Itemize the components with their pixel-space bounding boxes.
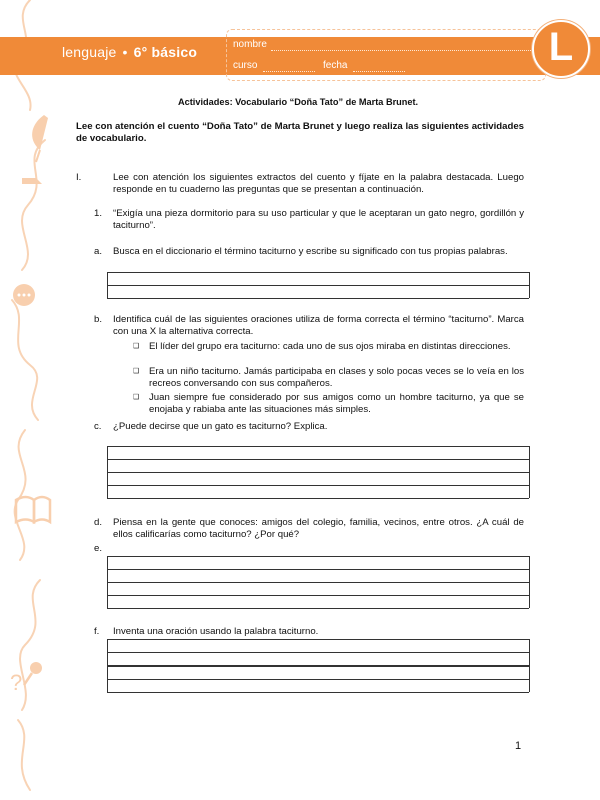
option-checkbox[interactable]: ❑ xyxy=(133,368,140,375)
option-checkbox[interactable]: ❑ xyxy=(133,394,140,401)
worksheet-title: Actividades: Vocabulario “Doña Tato” de Marta Brunet. xyxy=(178,97,419,107)
answer-line[interactable] xyxy=(107,679,529,680)
answer-line[interactable] xyxy=(107,595,529,596)
item-b-text: Identifica cuál de las siguientes oraciones utiliza de forma correcta el término “taciturno”. Marca con una X la alternativa correcta. xyxy=(113,314,524,337)
item-d-text: Piensa en la gente que conoces: amigos del colegio, familia, vecinos, entre otros. ¿A cuál de ellos calificarías como taciturno? ¿Por qué? xyxy=(113,517,524,540)
item-b-label: b. xyxy=(94,314,103,325)
answer-line[interactable] xyxy=(107,298,529,299)
answer-line[interactable] xyxy=(107,582,529,583)
svg-text:?: ? xyxy=(10,670,23,695)
page-number: 1 xyxy=(515,740,522,752)
answer-line[interactable] xyxy=(107,608,529,609)
shoe-icon xyxy=(22,178,42,184)
answer-line[interactable] xyxy=(107,472,529,473)
date-label: fecha xyxy=(323,60,348,71)
answer-line[interactable] xyxy=(107,459,529,460)
option-checkbox[interactable]: ❑ xyxy=(133,343,140,350)
answer-line[interactable] xyxy=(107,272,529,273)
answer-line[interactable] xyxy=(107,556,529,557)
date-field[interactable] xyxy=(353,71,405,72)
course-label: curso xyxy=(233,60,258,71)
answer-box-right-edge xyxy=(529,639,530,692)
section-numeral: I. xyxy=(76,172,82,183)
item-d-label: d. xyxy=(94,517,103,528)
answer-line[interactable] xyxy=(107,485,529,486)
grade-text: 6° básico xyxy=(133,44,198,60)
answer-line[interactable] xyxy=(107,652,529,653)
item-e-label: e. xyxy=(94,543,103,554)
option-2-text: Era un niño taciturno. Jamás participaba en clases y solo pocas veces se lo veía en los recreos conversando con sus compañeros. xyxy=(149,366,524,389)
answer-line[interactable] xyxy=(107,639,529,640)
subject-logo xyxy=(532,20,590,78)
item-a-text: Busca en el diccionario el término taciturno y escribe su significado con tus propias palabras. xyxy=(113,246,508,257)
answer-line[interactable] xyxy=(107,569,529,570)
answer-line[interactable] xyxy=(107,498,529,499)
option-3-text: Juan siempre fue considerado por sus amigos como un hombre taciturno, ya que se enojaba y rabiaba ante las situaciones más simples. xyxy=(149,392,524,415)
option-1-text: El líder del grupo era taciturno: cada uno de sus ojos miraba en distintas direcciones. xyxy=(149,341,511,352)
item-a-label: a. xyxy=(94,246,103,257)
open-book-icon xyxy=(16,497,50,522)
answer-box-right-edge xyxy=(529,556,530,608)
name-field[interactable] xyxy=(271,50,537,51)
logo-letter: L xyxy=(548,25,574,69)
section-instructions: Lee con atención los siguientes extractos del cuento y fíjate en la palabra destacada. Luego responde en tu cuaderno las preguntas que se presentan a continuación. xyxy=(113,172,524,195)
item-1-excerpt: “Exigía una pieza dormitorio para su uso particular y que le aceptaran un gato negro, gordillón y taciturno”. xyxy=(113,208,524,231)
subject-grade-label xyxy=(62,44,197,60)
course-field[interactable] xyxy=(263,71,315,72)
answer-box-left-edge xyxy=(107,272,108,298)
item-c-text: ¿Puede decirse que un gato es taciturno? Explica. xyxy=(113,421,328,432)
answer-box-right-edge xyxy=(529,446,530,498)
item-1-label: 1. xyxy=(94,208,103,219)
answer-line[interactable] xyxy=(107,446,529,447)
answer-box-left-edge xyxy=(107,556,108,608)
answer-line[interactable] xyxy=(107,285,529,286)
answer-box-left-edge xyxy=(107,639,108,692)
student-info-box xyxy=(226,29,546,81)
intro-text: Lee con atención el cuento “Doña Tato” de Marta Brunet y luego realiza las siguientes actividades de vocabulario. xyxy=(76,121,524,144)
decorative-icon-strip xyxy=(0,0,62,800)
name-label: nombre xyxy=(233,39,267,50)
answer-box-left-edge xyxy=(107,446,108,498)
separator-dot: • xyxy=(122,44,128,60)
subject-text: lenguaje xyxy=(62,44,117,60)
answer-line[interactable] xyxy=(107,692,529,693)
speech-bubble-icon xyxy=(13,284,35,306)
item-f-label: f. xyxy=(94,626,100,637)
item-c-label: c. xyxy=(94,421,102,432)
answer-box-right-edge xyxy=(529,272,530,298)
item-f-text: Inventa una oración usando la palabra taciturno. xyxy=(113,626,319,637)
answer-line[interactable] xyxy=(107,665,529,667)
